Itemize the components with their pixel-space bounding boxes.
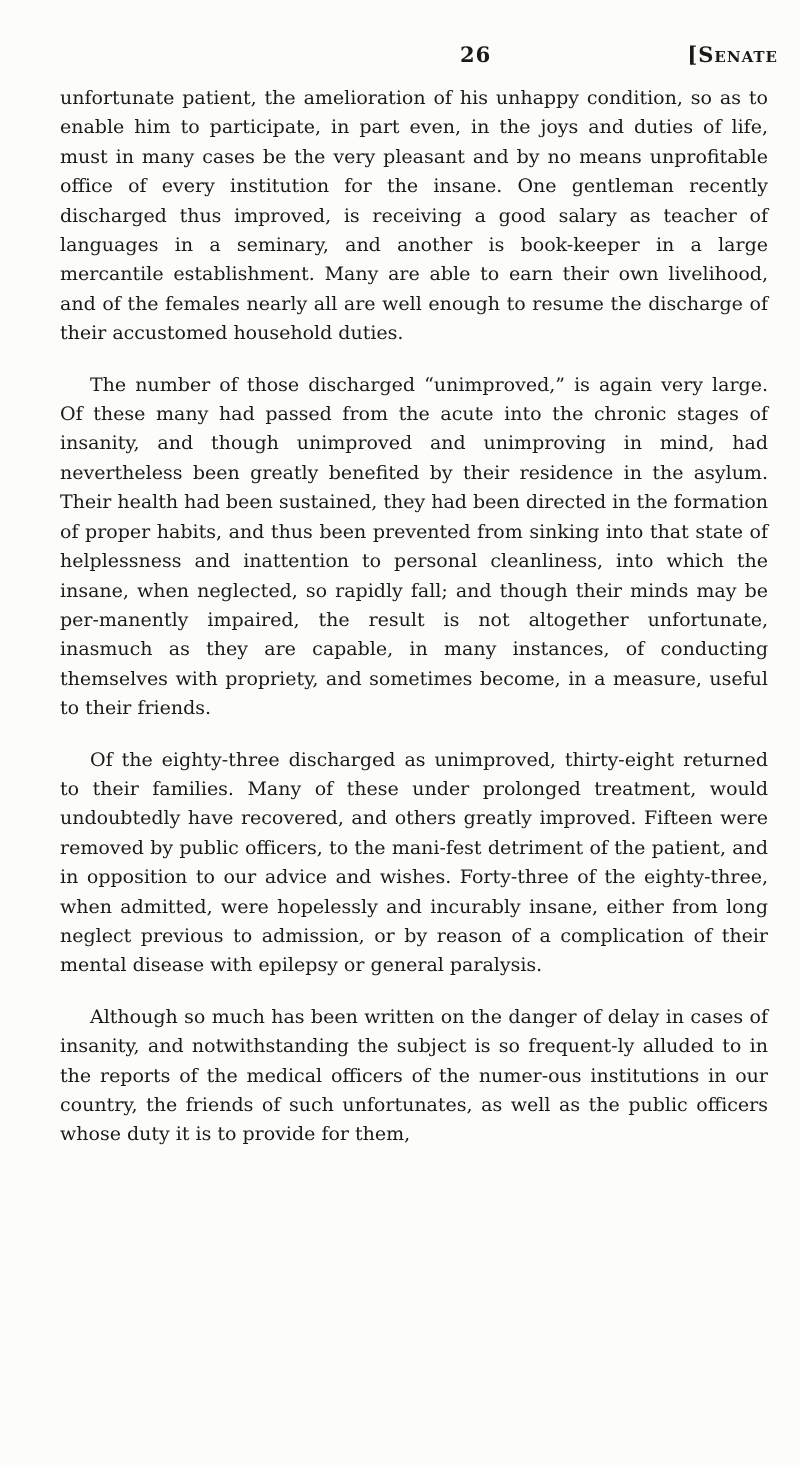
running-header: [60, 42, 778, 72]
paragraph-eighty-three-discharged: Of the eighty-three discharged as unimproved, thirty-eight returned to their families. Many of these under prolonged treatment, would undoubtedly have recovered, and others greatly improved. Fifteen were removed by public officers, to the mani-fest detriment of the patient, and in opposition to our advice and wishes. Forty-three of the eighty-three, when admitted, were hopelessly and incurably insane, either from long neglect previous to admission, or by reason of a complication of their mental disease with epilepsy or general paralysis.: [60, 748, 768, 977]
paragraph-danger-of-delay: Although so much has been written on the danger of delay in cases of insanity, and notwithstanding the subject is so frequent-ly alluded to in the reports of the medical officers of the numer-ous institutions in our country, the friends of such unfortunates, as well as the public officers whose duty it is to provide for them,: [60, 1005, 768, 1146]
paragraph-continued: unfortunate patient, the amelioration of his unhappy condition, so as to enable him to participate, in part even, in the joys and duties of life, must in many cases be the very pleasant and by no means unprofitable office of every institution for the insane. One gentleman recently discharged thus improved, is receiving a good salary as teacher of languages in a seminary, and another is book-keeper in a large mercantile establishment. Many are able to earn their own livelihood, and of the females nearly all are well enough to resume the discharge of their accustomed household duties.: [60, 87, 768, 345]
section-label: [Senate: [687, 42, 778, 67]
body-text: [60, 84, 768, 1172]
document-page: [60, 0, 778, 1465]
page-number: 26: [460, 42, 492, 67]
paragraph-unimproved-discharges: The number of those discharged “unimproved,” is again very large. Of these many had passed from the acute into the chronic stages of insanity, and though unimproved and unimproving in mind, had nevertheless been greatly benefited by their residence in the asylum. Their health had been sustained, they had been directed in the formation of proper habits, and thus been prevented from sinking into that state of helplessness and inattention to personal cleanliness, into which the insane, when neglected, so rapidly fall; and though their minds may be per-manently impaired, the result is not altogether unfortunate, inasmuch as they are capable, in many instances, of conducting themselves with propriety, and sometimes become, in a measure, useful to their friends.: [60, 373, 769, 720]
